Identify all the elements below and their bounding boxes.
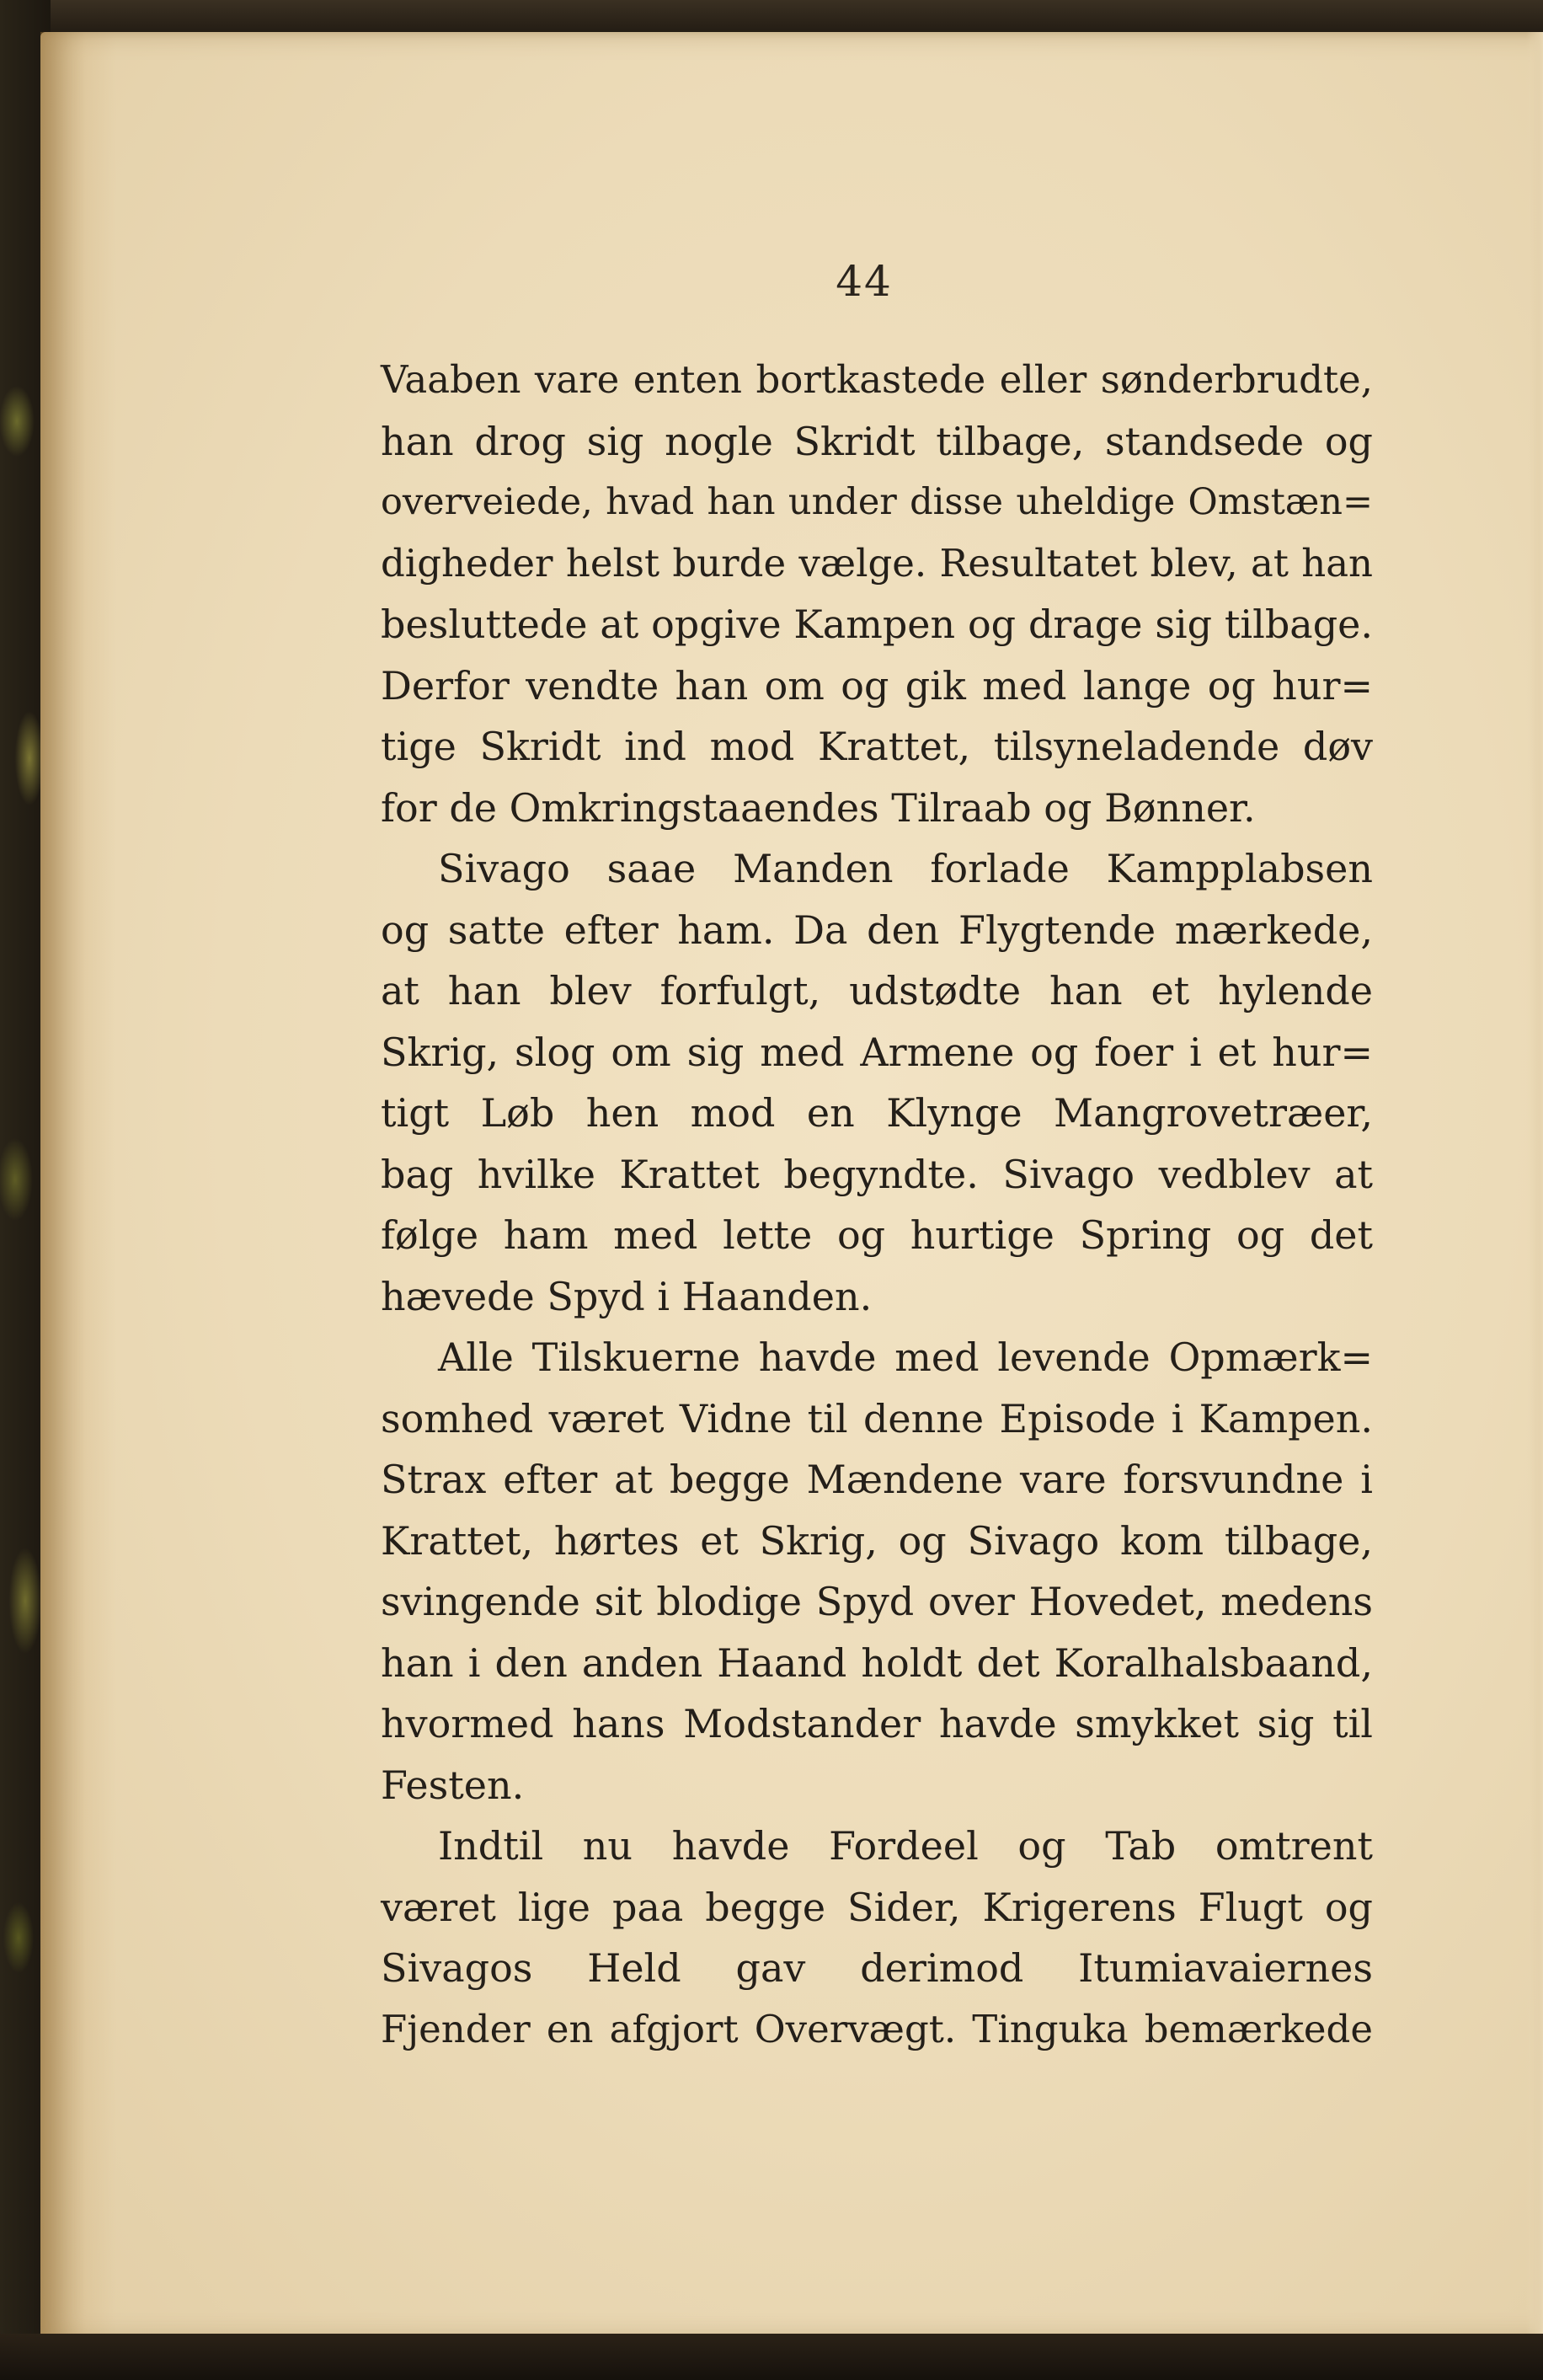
text-line: digheder helst burde vælge. Resultatet blev, at han [381,540,1373,586]
text-line: besluttede at opgive Kampen og drage sig tilbage. [381,602,1373,647]
text-line: han drog sig nogle Skridt tilbage, standsede og [381,418,1373,464]
paragraph-first-line: Alle Tilskuerne havde med levende Opmærk= [438,1334,1373,1380]
text-line: svingende sit blodige Spyd over Hovedet, medens [381,1579,1373,1624]
paragraph-first-line: Sivago saae Manden forlade Kampplabsen [438,846,1373,891]
text-line: hvormed hans Modstander havde smykket sig til [381,1701,1373,1746]
text-line: at han blev forfulgt, udstødte han et hylende [381,968,1373,1014]
bottom-edge [0,2334,1543,2380]
text-line: Strax efter at begge Mændene vare forsvundne i [381,1457,1373,1502]
paragraph-last-line: for de Omkringstaaendes Tilraab og Bønner. [381,784,1256,831]
paragraph-last-line: hævede Spyd i Haanden. [381,1273,873,1319]
body-text [381,350,1373,2060]
text-line: bag hvilke Krattet begyndte. Sivago vedblev at [381,1151,1373,1197]
top-edge [0,0,1543,32]
text-line: været lige paa begge Sider, Krigerens Flugt og [381,1884,1373,1930]
text-line: somhed været Vidne til denne Episode i Kampen. [381,1395,1373,1441]
text-line: tige Skridt ind mod Krattet, tilsyneladende døv [381,724,1373,769]
text-line: Derfor vendte han om og gik med lange og hur= [381,662,1373,709]
text-line: Vaaben vare enten bortkastede eller sønderbrudte, [381,357,1373,402]
page-number: 44 [836,257,893,306]
text-line: Fjender en afgjort Overvægt. Tinguka bemærkede [381,2006,1373,2051]
text-line: han i den anden Haand holdt det Koralhalsbaand, [381,1639,1373,1686]
page-right-edge [1526,32,1543,2340]
text-line: Skrig, slog om sig med Armene og foer i et hur= [381,1029,1373,1075]
text-line: Sivagos Held gav derimod Itumiavaiernes [381,1945,1373,1991]
page-gutter [40,32,116,2340]
paragraph-first-line: Indtil nu havde Fordeel og Tab omtrent [438,1823,1373,1869]
text-line: og satte efter ham. Da den Flygtende mærkede, [381,907,1373,953]
text-line: tigt Løb hen mod en Klynge Mangrovetræer, [381,1090,1373,1136]
text-line: Krattet, hørtes et Skrig, og Sivago kom tilbage, [381,1517,1373,1564]
text-line: følge ham med lette og hurtige Spring og det [381,1212,1373,1258]
text-line: overveiede, hvad han under disse uheldige Omstæn= [381,481,1373,523]
paragraph-last-line: Festen. [381,1762,525,1808]
